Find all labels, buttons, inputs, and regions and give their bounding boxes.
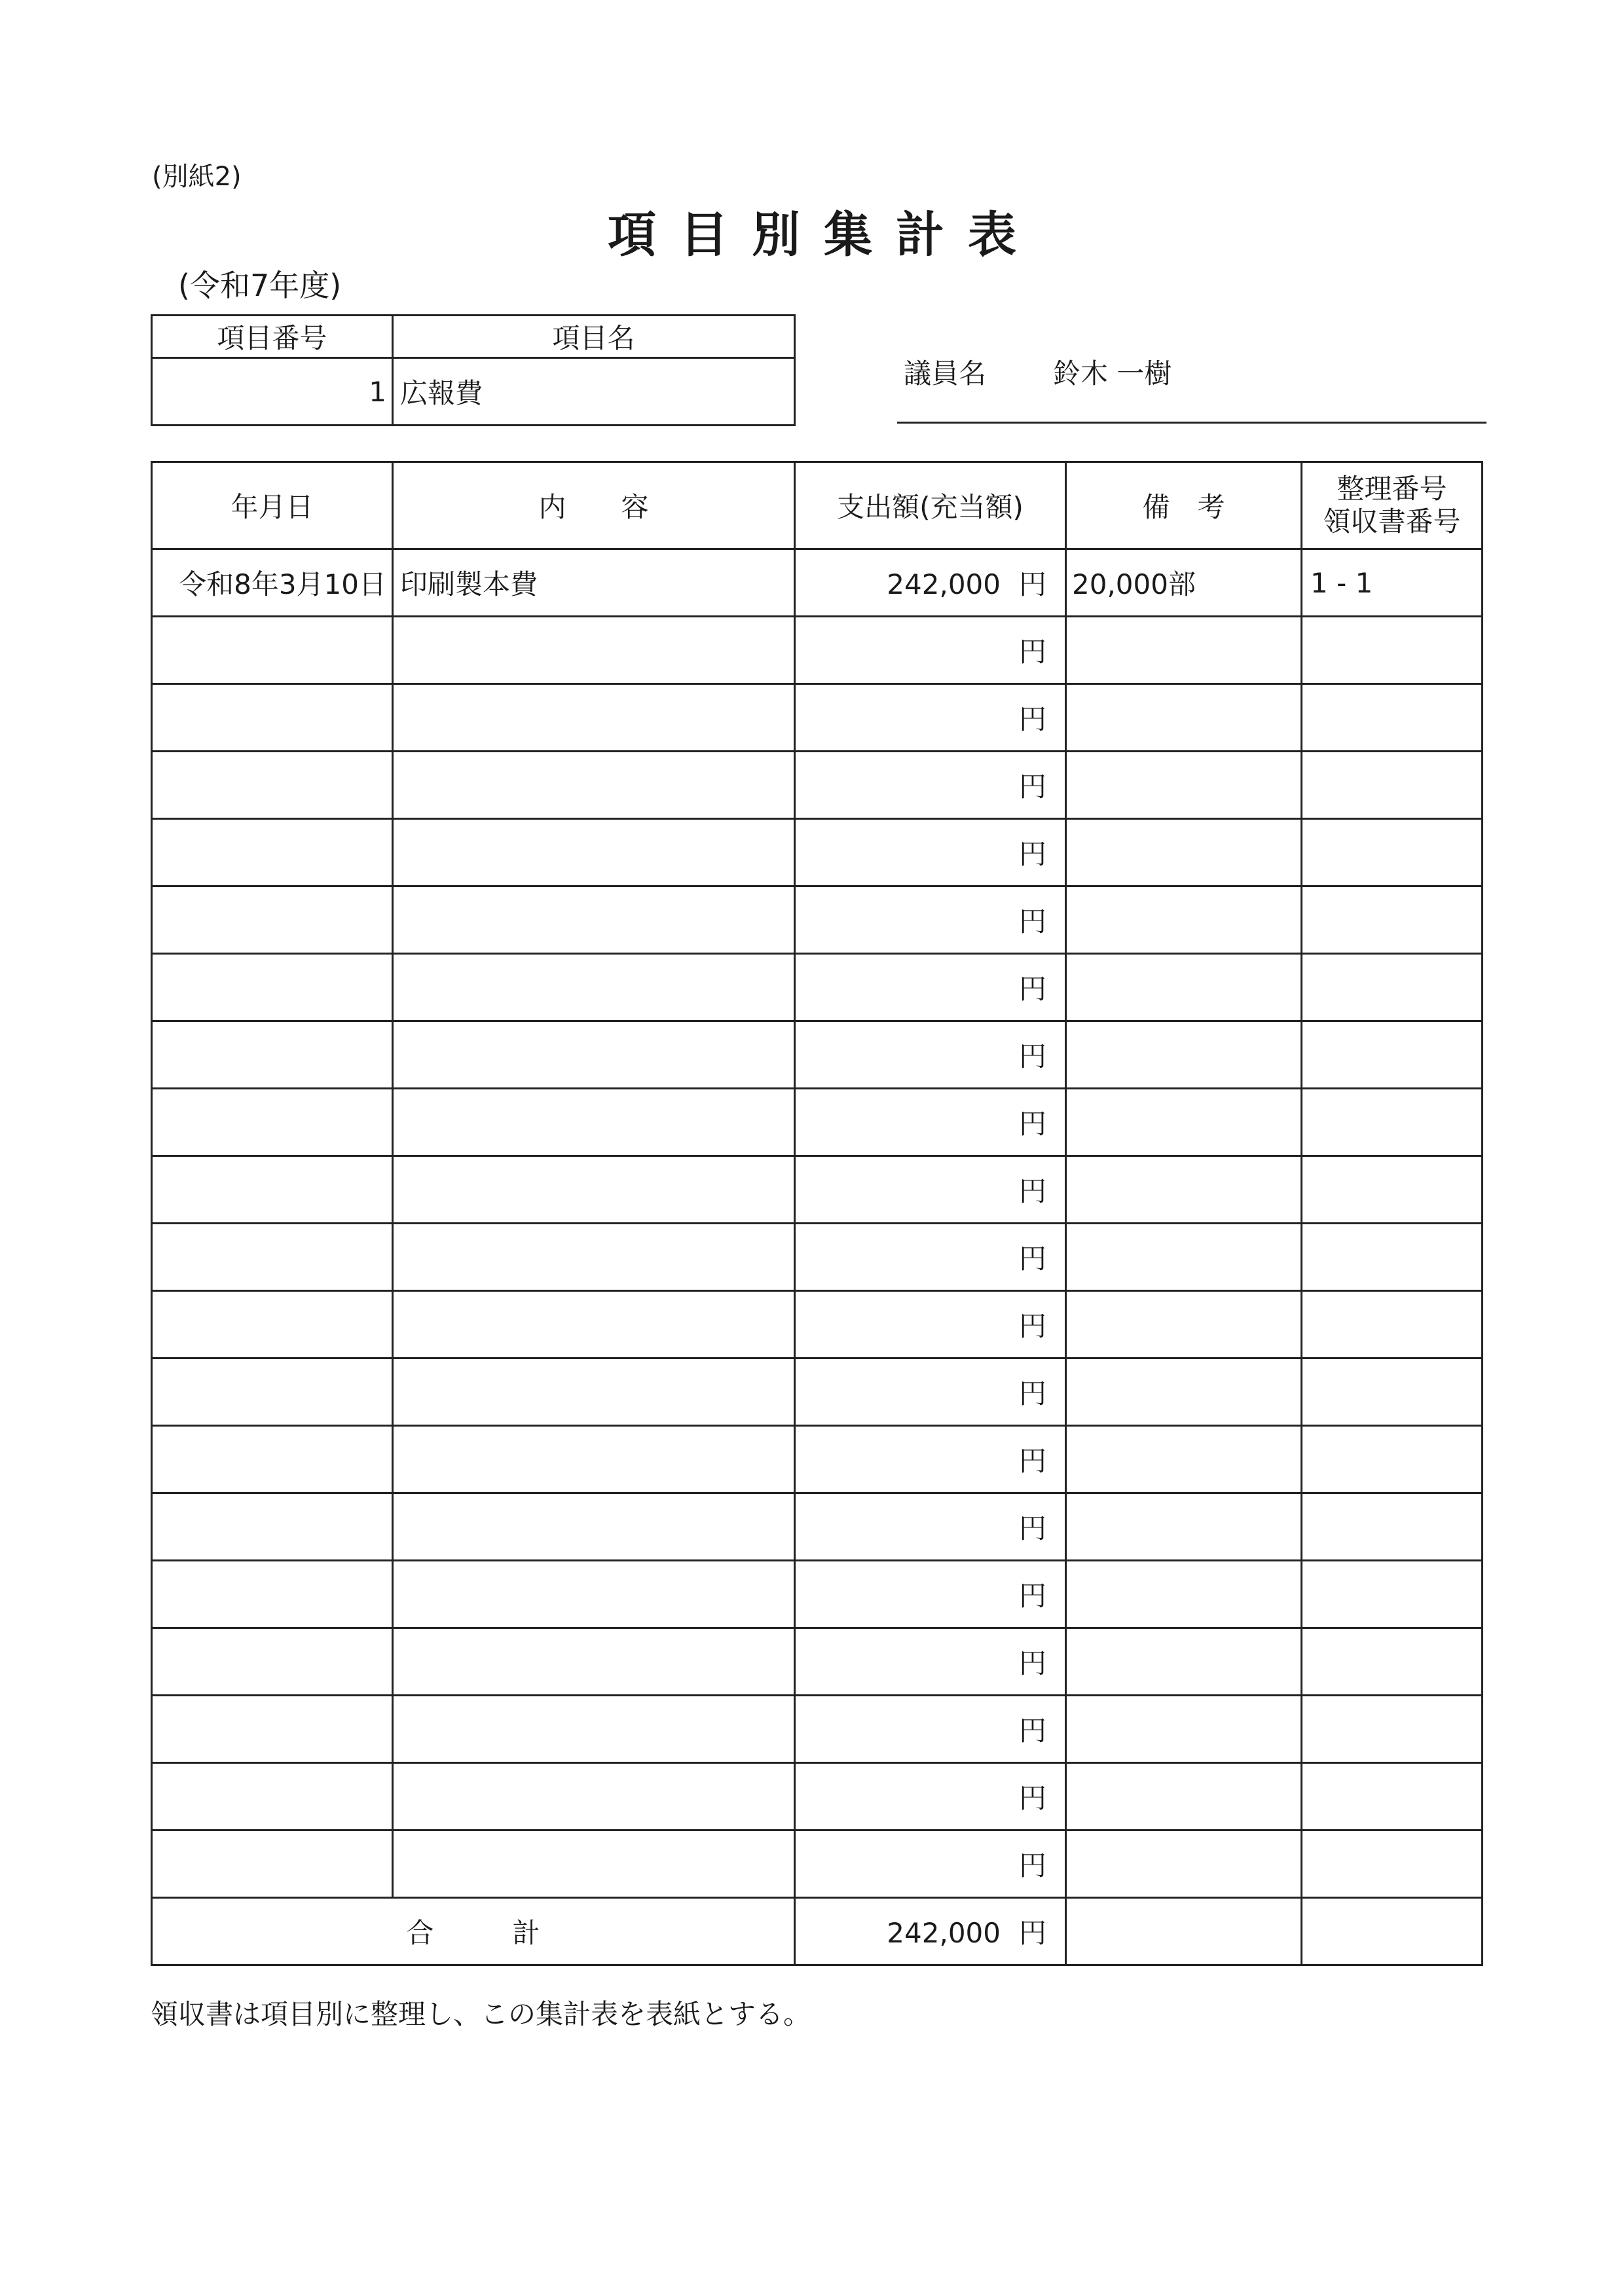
row-date — [152, 1696, 393, 1763]
row-content — [393, 1696, 795, 1763]
row-amount — [795, 752, 1066, 819]
table-row — [152, 1628, 1483, 1696]
header-note: 備 考 — [1066, 462, 1302, 549]
row-note — [1066, 1763, 1302, 1831]
row-note — [1066, 1089, 1302, 1156]
table-row — [152, 1291, 1483, 1358]
yen-unit: 円 — [1018, 1243, 1046, 1275]
header-ref — [1302, 462, 1483, 549]
row-amount — [795, 1156, 1066, 1224]
row-ref — [1302, 1763, 1483, 1831]
row-ref — [1302, 1358, 1483, 1426]
row-content — [393, 1089, 795, 1156]
row-note — [1066, 886, 1302, 954]
yen-unit: 円 — [1018, 568, 1046, 600]
yen-unit: 円 — [1018, 973, 1046, 1005]
row-amount — [795, 1358, 1066, 1426]
table-row — [152, 1831, 1483, 1898]
row-note — [1066, 684, 1302, 752]
row-ref — [1302, 1291, 1483, 1358]
table-row — [152, 1561, 1483, 1628]
header-row — [152, 462, 1483, 549]
row-content: 印刷製本費 — [393, 549, 795, 617]
yen-unit: 円 — [1018, 1310, 1046, 1342]
row-ref — [1302, 1156, 1483, 1224]
row-note: 20,000部 — [1066, 549, 1302, 617]
row-date — [152, 1156, 393, 1224]
header-content: 内 容 — [393, 462, 795, 549]
row-note — [1066, 1224, 1302, 1291]
header-amount: 支出額(充当額) — [795, 462, 1066, 549]
row-date: 令和8年3月10日 — [152, 549, 393, 617]
row-date — [152, 1493, 393, 1561]
row-content — [393, 954, 795, 1021]
table-row — [152, 1763, 1483, 1831]
fiscal-year: (令和7年度) — [178, 268, 342, 303]
row-content — [393, 1021, 795, 1089]
row-date — [152, 1763, 393, 1831]
row-ref — [1302, 819, 1483, 886]
row-date — [152, 1561, 393, 1628]
row-content — [393, 752, 795, 819]
row-ref — [1302, 1628, 1483, 1696]
table-row — [152, 1021, 1483, 1089]
table-row — [152, 617, 1483, 684]
item-table — [151, 314, 796, 426]
row-date — [152, 886, 393, 954]
row-ref: 1 - 1 — [1302, 549, 1483, 617]
row-content — [393, 1358, 795, 1426]
table-row — [152, 684, 1483, 752]
total-amount — [795, 1898, 1066, 1965]
row-date — [152, 1426, 393, 1493]
row-ref — [1302, 886, 1483, 954]
row-date — [152, 1831, 393, 1898]
row-amount — [795, 1089, 1066, 1156]
table-row — [152, 1493, 1483, 1561]
total-amount-value: 242,000 — [887, 1917, 1001, 1949]
row-amount — [795, 1224, 1066, 1291]
table-row — [152, 1156, 1483, 1224]
row-date — [152, 1628, 393, 1696]
row-note — [1066, 1426, 1302, 1493]
row-ref — [1302, 1426, 1483, 1493]
table-row — [152, 886, 1483, 954]
header-ref-line2: 領収書番号 — [1323, 505, 1461, 538]
yen-unit: 円 — [1018, 1175, 1046, 1207]
yen-unit: 円 — [1018, 1782, 1046, 1814]
item-name-value: 広報費 — [393, 358, 795, 426]
total-row — [152, 1898, 1483, 1965]
table-row — [152, 1224, 1483, 1291]
row-amount — [795, 549, 1066, 617]
row-note — [1066, 819, 1302, 886]
row-ref — [1302, 752, 1483, 819]
row-ref — [1302, 1224, 1483, 1291]
row-content — [393, 886, 795, 954]
row-amount-value: 242,000 — [887, 568, 1001, 600]
row-content — [393, 819, 795, 886]
row-note — [1066, 1831, 1302, 1898]
row-note — [1066, 617, 1302, 684]
row-ref — [1302, 1493, 1483, 1561]
row-content — [393, 1628, 795, 1696]
row-ref — [1302, 1021, 1483, 1089]
row-date — [152, 819, 393, 886]
row-ref — [1302, 1831, 1483, 1898]
total-ref — [1302, 1898, 1483, 1965]
yen-unit: 円 — [1018, 1850, 1046, 1882]
row-content — [393, 1493, 795, 1561]
yen-unit: 円 — [1018, 703, 1046, 735]
table-row — [152, 1089, 1483, 1156]
row-content — [393, 1831, 795, 1898]
row-date — [152, 1291, 393, 1358]
row-ref — [1302, 954, 1483, 1021]
row-amount — [795, 1426, 1066, 1493]
yen-unit: 円 — [1018, 1040, 1046, 1072]
row-amount — [795, 1493, 1066, 1561]
row-note — [1066, 1493, 1302, 1561]
row-amount — [795, 1291, 1066, 1358]
row-content — [393, 617, 795, 684]
row-content — [393, 1561, 795, 1628]
member-name: 鈴木 一樹 — [1053, 357, 1172, 390]
row-content — [393, 1224, 795, 1291]
total-note — [1066, 1898, 1302, 1965]
table-row — [152, 1696, 1483, 1763]
row-amount — [795, 684, 1066, 752]
row-amount — [795, 1628, 1066, 1696]
yen-unit: 円 — [1018, 1377, 1046, 1410]
row-content — [393, 1763, 795, 1831]
row-note — [1066, 1358, 1302, 1426]
yen-unit: 円 — [1018, 1445, 1046, 1477]
member-underline — [897, 422, 1486, 424]
row-note — [1066, 1628, 1302, 1696]
table-row — [152, 549, 1483, 617]
row-amount — [795, 954, 1066, 1021]
row-amount — [795, 1696, 1066, 1763]
row-note — [1066, 954, 1302, 1021]
row-amount — [795, 1831, 1066, 1898]
row-amount — [795, 1763, 1066, 1831]
yen-unit: 円 — [1018, 1512, 1046, 1544]
table-row — [152, 1358, 1483, 1426]
yen-unit: 円 — [1018, 771, 1046, 803]
attachment-label: (別紙2) — [152, 162, 242, 192]
row-date — [152, 1224, 393, 1291]
page-title: 項目別集計表 — [608, 207, 1040, 263]
header-ref-line1: 整理番号 — [1337, 473, 1447, 505]
item-name-header: 項目名 — [393, 316, 795, 358]
table-row — [152, 1426, 1483, 1493]
row-content — [393, 1426, 795, 1493]
row-date — [152, 1358, 393, 1426]
row-amount — [795, 819, 1066, 886]
row-content — [393, 1156, 795, 1224]
row-date — [152, 617, 393, 684]
item-number-header: 項目番号 — [152, 316, 393, 358]
row-note — [1066, 1021, 1302, 1089]
row-ref — [1302, 1089, 1483, 1156]
row-note — [1066, 1291, 1302, 1358]
row-amount — [795, 886, 1066, 954]
expense-table — [151, 461, 1483, 1966]
yen-unit: 円 — [1018, 838, 1046, 870]
yen-unit: 円 — [1018, 1715, 1046, 1747]
yen-unit: 円 — [1018, 1580, 1046, 1612]
header-date: 年月日 — [152, 462, 393, 549]
yen-unit: 円 — [1018, 636, 1046, 668]
item-number-value: 1 — [152, 358, 393, 426]
row-date — [152, 684, 393, 752]
row-ref — [1302, 1561, 1483, 1628]
yen-unit: 円 — [1018, 1647, 1046, 1679]
row-amount — [795, 617, 1066, 684]
row-ref — [1302, 684, 1483, 752]
table-row — [152, 954, 1483, 1021]
row-note — [1066, 1561, 1302, 1628]
row-amount — [795, 1021, 1066, 1089]
yen-unit: 円 — [1018, 905, 1046, 938]
yen-unit: 円 — [1018, 1108, 1046, 1140]
row-ref — [1302, 617, 1483, 684]
row-ref — [1302, 1696, 1483, 1763]
row-date — [152, 954, 393, 1021]
row-note — [1066, 1696, 1302, 1763]
row-date — [152, 1021, 393, 1089]
member-label: 議員名 — [904, 357, 987, 390]
row-date — [152, 1089, 393, 1156]
row-amount — [795, 1561, 1066, 1628]
footer-note: 領収書は項目別に整理し、この集計表を表紙とする。 — [151, 1998, 811, 2030]
row-content — [393, 684, 795, 752]
table-row — [152, 752, 1483, 819]
row-note — [1066, 752, 1302, 819]
row-date — [152, 752, 393, 819]
yen-unit: 円 — [1018, 1917, 1046, 1949]
row-note — [1066, 1156, 1302, 1224]
table-row — [152, 819, 1483, 886]
total-label: 合計 — [152, 1898, 795, 1965]
row-content — [393, 1291, 795, 1358]
